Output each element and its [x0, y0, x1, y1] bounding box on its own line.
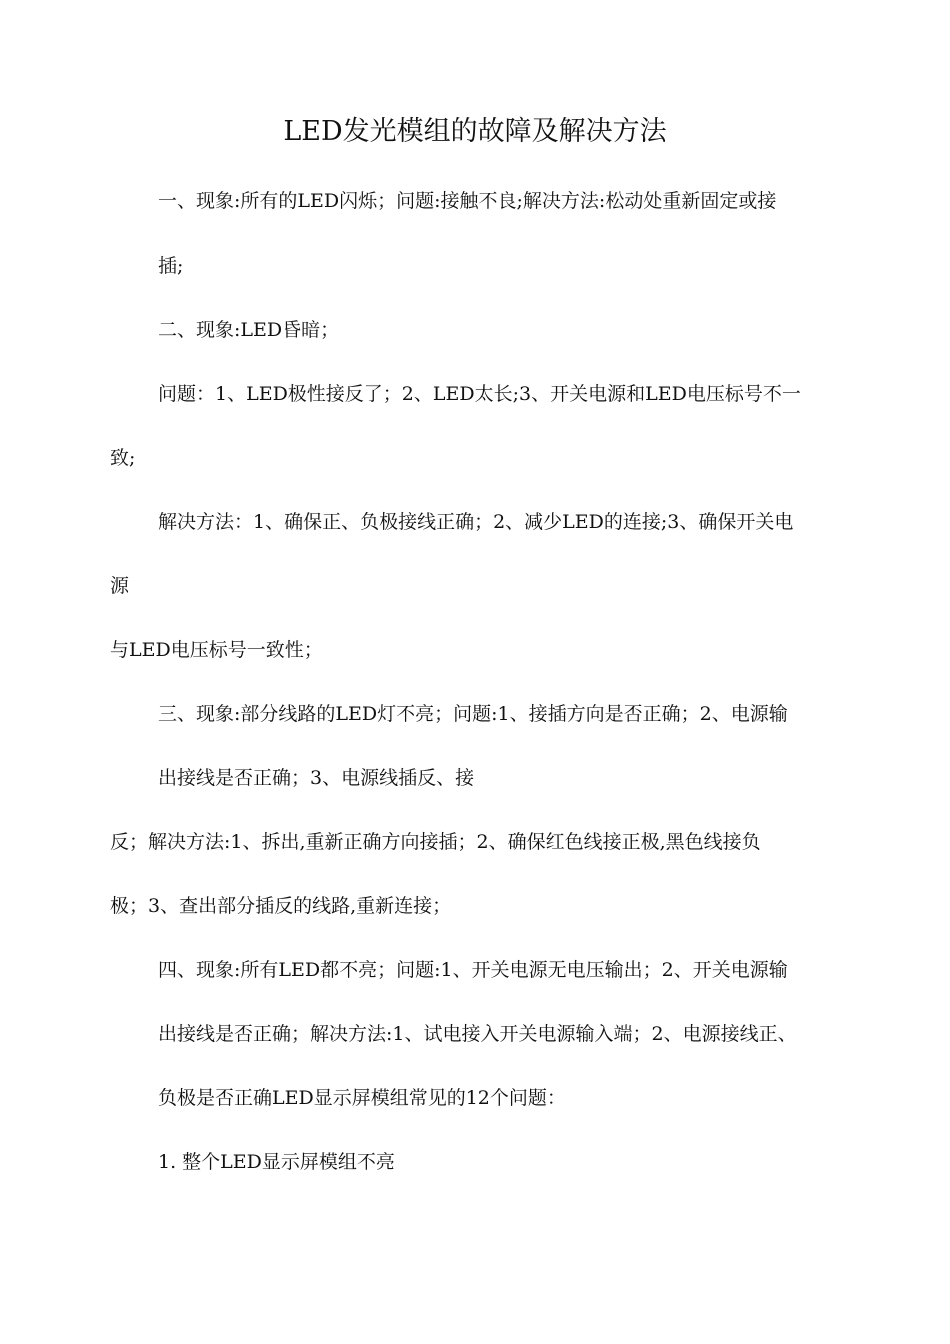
paragraph-line: 极；3、查出部分插反的线路,重新连接；	[110, 895, 452, 917]
paragraph-line: 二、现象:LED昏暗；	[158, 319, 340, 341]
document-title: LED发光模组的故障及解决方法	[283, 116, 667, 147]
paragraph-line: 致;	[110, 447, 136, 469]
list-item: 1. 整个LED显示屏模组不亮	[158, 1151, 395, 1173]
paragraph-line: 一、现象:所有的LED闪烁；问题:接触不良;解决方法:松动处重新固定或接	[158, 190, 777, 212]
paragraph-line: 插;	[158, 255, 184, 277]
paragraph-line: 解决方法：1、确保正、负极接线正确；2、减少LED的连接;3、确保开关电	[158, 511, 794, 533]
paragraph-line: 负极是否正确LED显示屏模组常见的12个问题：	[158, 1087, 566, 1109]
paragraph-line: 与LED电压标号一致性；	[110, 639, 323, 661]
paragraph-line: 三、现象:部分线路的LED灯不亮；问题:1、接插方向是否正确；2、电源输	[158, 703, 788, 725]
paragraph-line: 源	[110, 575, 130, 597]
paragraph-line: 出接线是否正确；解决方法:1、试电接入开关电源输入端；2、电源接线正、	[158, 1023, 797, 1045]
paragraph-line: 问题：1、LED极性接反了；2、LED太长;3、开关电源和LED电压标号不一	[158, 383, 801, 405]
paragraph-line: 出接线是否正确；3、电源线插反、接	[158, 767, 475, 789]
paragraph-line: 反；解决方法:1、拆出,重新正确方向接插；2、确保红色线接正极,黑色线接负	[110, 831, 761, 853]
paragraph-line: 四、现象:所有LED都不亮；问题:1、开关电源无电压输出；2、开关电源输	[158, 959, 788, 981]
